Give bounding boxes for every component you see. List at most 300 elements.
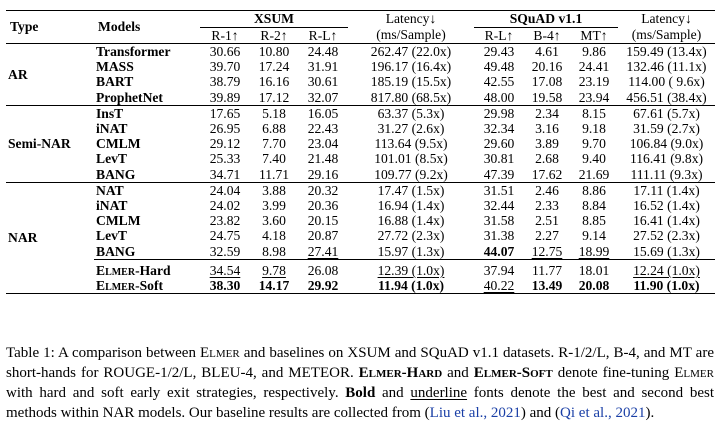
table-cell bbox=[348, 259, 474, 278]
cell-value: 456.51 (38.4x) bbox=[626, 89, 707, 105]
table-cell bbox=[524, 59, 570, 74]
model-name-prefix: Elmer bbox=[96, 278, 136, 294]
model-name-suffix: -Soft bbox=[135, 278, 164, 294]
cell-value: 13.49 bbox=[531, 278, 563, 294]
cell-value: 29.60 bbox=[483, 136, 515, 152]
cell-value: 20.16 bbox=[531, 59, 563, 75]
table-cell bbox=[524, 136, 570, 151]
elmer-soft-name: Elmer-Soft bbox=[473, 365, 553, 381]
table-cell bbox=[474, 259, 524, 278]
table-cell bbox=[348, 213, 474, 228]
table-cell bbox=[200, 74, 250, 89]
cell-value: 25.33 bbox=[209, 151, 241, 167]
table-cell bbox=[570, 136, 618, 151]
cell-value: 2.33 bbox=[535, 198, 559, 214]
cell-value: 16.05 bbox=[307, 105, 339, 121]
table-cell bbox=[250, 167, 298, 183]
cell-value: 11.71 bbox=[258, 166, 290, 182]
table-cell bbox=[570, 90, 618, 106]
cell-value: 817.80 (68.5x) bbox=[370, 89, 452, 105]
table-cell bbox=[474, 74, 524, 89]
table-cell bbox=[250, 244, 298, 260]
cell-value: 31.51 bbox=[483, 182, 515, 198]
table-cell bbox=[570, 74, 618, 89]
table-cell bbox=[250, 105, 298, 121]
xsum-metric-r1: R-1↑ bbox=[200, 27, 250, 44]
table-cell bbox=[200, 182, 250, 198]
cell-value: 34.54 bbox=[209, 262, 241, 278]
table-cell bbox=[200, 121, 250, 136]
cell-value: 37.94 bbox=[483, 262, 515, 278]
cell-value: 9.70 bbox=[582, 136, 606, 152]
cell-value: 3.99 bbox=[262, 198, 286, 214]
cell-value: 11.90 (1.0x) bbox=[633, 278, 700, 294]
elmer-hard-name: Elmer-Hard bbox=[358, 365, 443, 381]
table-row bbox=[6, 74, 715, 89]
elmer-name: Elmer bbox=[199, 345, 240, 361]
table-cell bbox=[524, 213, 570, 228]
caption-text: A comparison between bbox=[57, 345, 200, 361]
cell-value: 31.58 bbox=[483, 213, 515, 229]
table-cell bbox=[570, 198, 618, 213]
cell-value: 38.79 bbox=[209, 74, 241, 90]
table-row bbox=[6, 213, 715, 228]
cell-value: 26.95 bbox=[209, 121, 241, 137]
table-cell bbox=[200, 151, 250, 166]
table-cell bbox=[570, 213, 618, 228]
table-cell bbox=[298, 151, 348, 166]
header-row-1 bbox=[6, 11, 715, 28]
squad-metric-b4: B-4↑ bbox=[524, 27, 570, 44]
citation-qi[interactable]: Qi et al., 2021 bbox=[560, 405, 646, 421]
cell-value: 21.69 bbox=[578, 166, 610, 182]
cell-value: 24.02 bbox=[209, 198, 241, 214]
table-row bbox=[6, 228, 715, 243]
cell-value: 15.97 (1.3x) bbox=[377, 243, 445, 259]
table-cell bbox=[298, 90, 348, 106]
cell-value: 67.61 (5.7x) bbox=[633, 105, 700, 121]
table-cell bbox=[348, 136, 474, 151]
cell-value: 47.39 bbox=[483, 166, 515, 182]
model-name: BANG bbox=[94, 167, 200, 183]
table-cell bbox=[200, 244, 250, 260]
table-cell bbox=[200, 198, 250, 213]
cell-value: 48.00 bbox=[483, 89, 515, 105]
model-name: NAT bbox=[96, 182, 124, 198]
model-name: InsT bbox=[96, 105, 124, 121]
table-row bbox=[6, 59, 715, 74]
table-cell bbox=[250, 198, 298, 213]
table-cell bbox=[618, 59, 715, 74]
table-cell bbox=[200, 278, 250, 294]
cell-value: 12.75 bbox=[531, 243, 563, 259]
table-cell bbox=[474, 278, 524, 294]
cell-value: 12.39 (1.0x) bbox=[377, 262, 445, 278]
cell-value: 31.27 (2.6x) bbox=[377, 121, 445, 137]
cell-value: 29.12 bbox=[209, 136, 241, 152]
cell-value: 113.64 (9.5x) bbox=[374, 136, 448, 152]
cell-value: 24.04 bbox=[209, 182, 241, 198]
caption-text: with hard and soft early exit strategies, respectively. bbox=[6, 385, 346, 401]
model-name: ProphetNet bbox=[94, 90, 200, 106]
cell-value: 31.38 bbox=[483, 228, 515, 244]
table-cell bbox=[200, 90, 250, 106]
underline-word: underline bbox=[410, 385, 468, 401]
cell-value: 34.71 bbox=[209, 166, 241, 182]
models-header: Models bbox=[94, 11, 200, 44]
table-cell bbox=[348, 151, 474, 166]
model-name: BART bbox=[96, 74, 134, 90]
table-row bbox=[6, 167, 715, 183]
squad-header: SQuAD v1.1 bbox=[474, 11, 618, 28]
cell-value: 23.82 bbox=[209, 213, 241, 229]
cell-value: 29.16 bbox=[307, 166, 339, 182]
cell-value: 7.40 bbox=[262, 151, 286, 167]
table-cell bbox=[348, 228, 474, 243]
table-cell bbox=[200, 167, 250, 183]
caption-text: denote fine-tuning bbox=[552, 365, 675, 381]
table-caption bbox=[6, 343, 714, 423]
table-cell bbox=[618, 151, 715, 166]
caption-text: ) and ( bbox=[520, 405, 561, 421]
table-cell bbox=[250, 182, 298, 198]
table-cell bbox=[570, 228, 618, 243]
table-cell bbox=[474, 244, 524, 260]
table-cell bbox=[200, 228, 250, 243]
table-cell bbox=[570, 259, 618, 278]
model-name: iNAT bbox=[96, 198, 128, 214]
table-cell bbox=[200, 259, 250, 278]
table-cell bbox=[618, 259, 715, 278]
squad-latency-header: Latency↓ (ms/Sample) bbox=[618, 11, 715, 44]
table-cell bbox=[524, 90, 570, 106]
table-cell bbox=[348, 121, 474, 136]
cell-value: 2.34 bbox=[535, 105, 559, 121]
type-header: Type bbox=[6, 11, 94, 44]
table-cell bbox=[474, 90, 524, 106]
table-cell bbox=[298, 244, 348, 260]
table-cell bbox=[618, 228, 715, 243]
table-cell bbox=[474, 136, 524, 151]
table-cell bbox=[524, 198, 570, 213]
cell-value: 8.85 bbox=[582, 213, 606, 229]
cell-value: 30.81 bbox=[483, 151, 515, 167]
cell-value: 42.55 bbox=[483, 74, 515, 90]
model-name: CMLM bbox=[96, 213, 141, 229]
cell-value: 7.70 bbox=[262, 136, 286, 152]
caption-label: Table 1: bbox=[6, 345, 55, 361]
cell-value: 20.36 bbox=[307, 198, 339, 214]
cell-value: 101.01 (8.5x) bbox=[374, 151, 448, 167]
table-cell bbox=[200, 59, 250, 74]
table-cell bbox=[348, 44, 474, 60]
table-cell bbox=[618, 198, 715, 213]
cell-value: 32.44 bbox=[483, 198, 515, 214]
table-cell bbox=[348, 105, 474, 121]
table-body bbox=[6, 44, 715, 294]
table-row bbox=[6, 151, 715, 166]
table-cell bbox=[524, 121, 570, 136]
table-row bbox=[6, 121, 715, 136]
table-cell bbox=[298, 59, 348, 74]
table-cell bbox=[348, 278, 474, 294]
model-name: LevT bbox=[96, 228, 127, 244]
cell-value: 8.98 bbox=[262, 243, 286, 259]
caption-text: and bbox=[375, 385, 411, 401]
table-cell bbox=[298, 105, 348, 121]
table-row bbox=[6, 182, 715, 198]
table-cell bbox=[524, 278, 570, 294]
table-cell bbox=[250, 59, 298, 74]
cell-value: 185.19 (15.5x) bbox=[370, 74, 452, 90]
table-row bbox=[6, 278, 715, 294]
cell-value: 2.51 bbox=[535, 213, 559, 229]
cell-value: 3.60 bbox=[262, 213, 286, 229]
cell-value: 26.08 bbox=[307, 262, 339, 278]
cell-value: 27.41 bbox=[307, 243, 339, 259]
cell-value: 44.07 bbox=[483, 243, 515, 259]
cell-value: 16.52 (1.4x) bbox=[633, 198, 700, 214]
table-cell bbox=[474, 198, 524, 213]
cell-value: 20.32 bbox=[307, 182, 339, 198]
bold-word: Bold bbox=[345, 385, 376, 401]
cell-value: 19.58 bbox=[531, 89, 563, 105]
table-cell bbox=[298, 182, 348, 198]
results-table bbox=[6, 10, 715, 294]
table-cell bbox=[618, 278, 715, 294]
model-name-prefix: Elmer bbox=[96, 262, 136, 278]
cell-value: 4.18 bbox=[262, 228, 286, 244]
cell-value: 2.46 bbox=[535, 182, 559, 198]
cell-value: 39.70 bbox=[209, 59, 241, 75]
cell-value: 20.87 bbox=[307, 228, 339, 244]
table-cell bbox=[474, 182, 524, 198]
table-cell bbox=[250, 228, 298, 243]
table-cell bbox=[570, 182, 618, 198]
cell-value: 5.18 bbox=[262, 105, 286, 121]
cell-value: 31.91 bbox=[307, 59, 339, 75]
table-cell bbox=[348, 198, 474, 213]
cell-value: 38.30 bbox=[209, 278, 241, 294]
squad-metric-mt: MT↑ bbox=[570, 27, 618, 44]
table-cell bbox=[618, 121, 715, 136]
table-cell bbox=[474, 167, 524, 183]
model-name bbox=[94, 278, 200, 294]
cell-value: 3.89 bbox=[535, 136, 559, 152]
cell-value: 32.07 bbox=[307, 89, 339, 105]
cell-value: 9.78 bbox=[262, 262, 286, 278]
caption-text: ). bbox=[645, 405, 655, 421]
table-cell bbox=[618, 44, 715, 60]
cell-value: 111.11 (9.3x) bbox=[630, 166, 703, 182]
table-cell bbox=[570, 44, 618, 60]
table-row bbox=[6, 244, 715, 260]
table-cell bbox=[348, 167, 474, 183]
cell-value: 11.77 bbox=[531, 262, 563, 278]
table-cell bbox=[474, 59, 524, 74]
cell-value: 30.61 bbox=[307, 74, 339, 90]
table-cell bbox=[618, 136, 715, 151]
table-cell bbox=[570, 59, 618, 74]
table-cell bbox=[348, 74, 474, 89]
model-name: MASS bbox=[96, 59, 134, 75]
citation-liu[interactable]: Liu et al., 2021 bbox=[429, 405, 521, 421]
table-cell bbox=[250, 136, 298, 151]
table-cell bbox=[200, 136, 250, 151]
table-cell bbox=[474, 105, 524, 121]
cell-value: 20.08 bbox=[578, 278, 610, 294]
cell-value: 2.27 bbox=[535, 228, 559, 244]
table-cell bbox=[524, 259, 570, 278]
cell-value: 114.00 ( 9.6x) bbox=[628, 74, 705, 90]
table-cell bbox=[618, 90, 715, 106]
table-cell bbox=[618, 213, 715, 228]
cell-value: 21.48 bbox=[307, 151, 339, 167]
cell-value: 23.94 bbox=[578, 89, 610, 105]
cell-value: 49.48 bbox=[483, 59, 515, 75]
cell-value: 116.41 (9.8x) bbox=[629, 151, 704, 167]
cell-value: 20.15 bbox=[307, 213, 339, 229]
squad-metric-rl: R-L↑ bbox=[474, 27, 524, 44]
cell-value: 17.65 bbox=[209, 105, 241, 121]
caption-text: fonts denote the best and second best methods within NAR models. Our baseline results are collected from ( bbox=[6, 385, 714, 421]
cell-value: 17.47 (1.5x) bbox=[377, 182, 445, 198]
table-cell bbox=[348, 182, 474, 198]
cell-value: 3.88 bbox=[262, 182, 286, 198]
group-type-label: Semi-NAR bbox=[6, 105, 94, 182]
cell-value: 9.18 bbox=[582, 121, 606, 137]
cell-value: 6.88 bbox=[262, 121, 286, 137]
cell-value: 32.59 bbox=[209, 243, 241, 259]
cell-value: 159.49 (13.4x) bbox=[626, 44, 707, 59]
cell-value: 17.11 (1.4x) bbox=[633, 182, 700, 198]
cell-value: 18.01 bbox=[578, 262, 610, 278]
table-cell bbox=[570, 278, 618, 294]
cell-value: 29.98 bbox=[483, 105, 515, 121]
cell-value: 29.43 bbox=[483, 44, 515, 59]
table-row bbox=[6, 90, 715, 106]
table-cell bbox=[298, 136, 348, 151]
table-cell bbox=[474, 121, 524, 136]
table-cell bbox=[298, 44, 348, 60]
table-cell bbox=[298, 259, 348, 278]
table-cell bbox=[298, 121, 348, 136]
cell-value: 8.86 bbox=[582, 182, 606, 198]
cell-value: 24.48 bbox=[307, 44, 339, 59]
cell-value: 17.08 bbox=[531, 74, 563, 90]
table-cell bbox=[298, 167, 348, 183]
table-cell bbox=[570, 151, 618, 166]
xsum-header: XSUM bbox=[200, 11, 348, 28]
table-cell bbox=[200, 105, 250, 121]
table-cell bbox=[250, 259, 298, 278]
table-cell bbox=[524, 44, 570, 60]
table-cell bbox=[250, 213, 298, 228]
cell-value: 262.47 (22.0x) bbox=[370, 44, 452, 59]
table-cell bbox=[570, 105, 618, 121]
cell-value: 16.16 bbox=[258, 74, 290, 90]
cell-value: 132.46 (11.1x) bbox=[626, 59, 707, 75]
cell-value: 16.94 (1.4x) bbox=[377, 198, 445, 214]
cell-value: 16.41 (1.4x) bbox=[633, 213, 700, 229]
table-cell bbox=[618, 74, 715, 89]
cell-value: 23.19 bbox=[578, 74, 610, 90]
cell-value: 14.17 bbox=[258, 278, 290, 294]
caption-text: and baselines on XSUM and SQuAD v1.1 datasets. R-1/2/L, B-4, and MT are short-hands for ROUGE-1/2/L, BLEU-4, and METEOR. bbox=[6, 345, 714, 381]
cell-value: 196.17 (16.4x) bbox=[370, 59, 452, 75]
cell-value: 40.22 bbox=[483, 278, 515, 294]
table-cell bbox=[200, 44, 250, 60]
cell-value: 8.84 bbox=[582, 198, 606, 214]
cell-value: 27.72 (2.3x) bbox=[377, 228, 445, 244]
table-cell bbox=[474, 228, 524, 243]
xsum-metric-r2: R-2↑ bbox=[250, 27, 298, 44]
table-cell bbox=[250, 74, 298, 89]
table-cell bbox=[200, 213, 250, 228]
table-cell bbox=[524, 105, 570, 121]
model-name: LevT bbox=[96, 151, 127, 167]
cell-value: 109.77 (9.2x) bbox=[374, 166, 448, 182]
group-type-label: AR bbox=[6, 44, 94, 106]
cell-value: 27.52 (2.3x) bbox=[633, 228, 700, 244]
xsum-metric-rl: R-L↑ bbox=[298, 27, 348, 44]
table-row bbox=[6, 198, 715, 213]
table-cell bbox=[618, 167, 715, 183]
table-cell bbox=[524, 228, 570, 243]
model-name: iNAT bbox=[96, 121, 128, 137]
cell-value: 22.43 bbox=[307, 121, 339, 137]
cell-value: 9.14 bbox=[582, 228, 606, 244]
model-name: Transformer bbox=[96, 44, 171, 59]
table-cell bbox=[474, 213, 524, 228]
cell-value: 8.15 bbox=[582, 105, 606, 121]
model-name: BANG bbox=[94, 244, 200, 260]
model-name-suffix: -Hard bbox=[135, 262, 171, 278]
table-cell bbox=[250, 90, 298, 106]
cell-value: 31.59 (2.7x) bbox=[633, 121, 700, 137]
table-cell bbox=[570, 244, 618, 260]
cell-value: 39.89 bbox=[209, 89, 241, 105]
cell-value: 4.61 bbox=[535, 44, 559, 59]
table-row bbox=[6, 136, 715, 151]
cell-value: 16.88 (1.4x) bbox=[377, 213, 445, 229]
table-cell bbox=[250, 44, 298, 60]
table-cell bbox=[348, 244, 474, 260]
table-cell bbox=[474, 44, 524, 60]
table-cell bbox=[524, 167, 570, 183]
model-name: CMLM bbox=[96, 136, 141, 152]
cell-value: 17.62 bbox=[531, 166, 563, 182]
table-cell bbox=[250, 151, 298, 166]
table-cell bbox=[298, 228, 348, 243]
cell-value: 9.40 bbox=[582, 151, 606, 167]
model-name bbox=[94, 259, 200, 278]
cell-value: 17.24 bbox=[258, 59, 290, 75]
cell-value: 23.04 bbox=[307, 136, 339, 152]
table-cell bbox=[524, 151, 570, 166]
cell-value: 12.24 (1.0x) bbox=[633, 262, 700, 278]
table-cell bbox=[348, 59, 474, 74]
table-row bbox=[6, 105, 715, 121]
cell-value: 15.69 (1.3x) bbox=[633, 243, 700, 259]
table-cell bbox=[524, 182, 570, 198]
table-cell bbox=[250, 121, 298, 136]
cell-value: 24.41 bbox=[578, 59, 610, 75]
elmer-name: Elmer bbox=[674, 365, 714, 381]
cell-value: 17.12 bbox=[258, 89, 290, 105]
cell-value: 11.94 (1.0x) bbox=[377, 278, 445, 294]
cell-value: 63.37 (5.3x) bbox=[377, 105, 445, 121]
